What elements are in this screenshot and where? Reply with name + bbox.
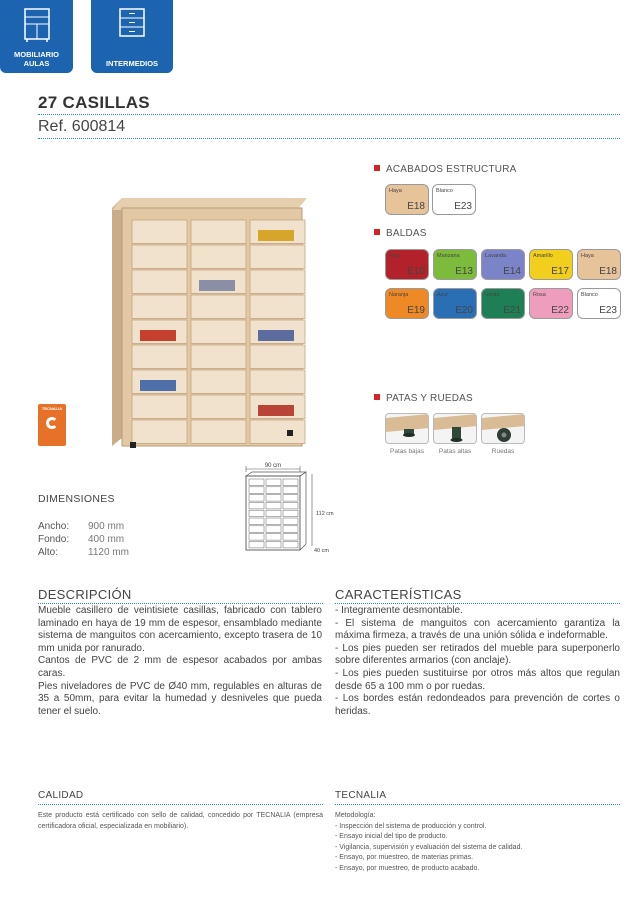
stored-item xyxy=(199,280,235,291)
divider xyxy=(38,114,620,115)
swatch-shelf[interactable]: Manzana E13 xyxy=(433,249,477,280)
leg-label: Patas bajas xyxy=(390,448,424,455)
dimension-diagram xyxy=(236,460,346,565)
certification-icon xyxy=(46,417,58,429)
swatch-structure[interactable]: Haya E18 xyxy=(385,184,429,215)
dimensions-heading: DIMENSIONES xyxy=(38,493,115,505)
swatch-structure[interactable]: Blanco E23 xyxy=(432,184,476,215)
features-heading: CARACTERÍSTICAS xyxy=(335,587,462,602)
product-title: 27 CASILLAS xyxy=(38,93,150,112)
divider xyxy=(335,603,620,604)
tecnalia-list: Metodología: - Inspección del sistema de producción y control. - Ensayo inicial del tipo de producto. - Vigilancia, supervisión y evaluación del sistema de calidad. - Ensayo, por muestreo, de materias primas. - Ensayo, por muestreo, de producto acabado. xyxy=(335,812,523,872)
features-list: - Integramente desmontable. - El sistema de manguitos con acercamiento garantiza la máxima firmeza, a través de una unión sólida e indeformable. - Los pies pueden ser retirados del mueble para superponerlo sobre diferentes armarios (con anclaje). - Los pies pueden sustituirse por otros más altos que regulan desde 65 a 100 mm o por ruedas. - Los bordes están redondeados para prevención de cortes o heridas. xyxy=(335,605,620,717)
leg-option-low[interactable] xyxy=(385,413,429,444)
quality-heading: CALIDAD xyxy=(38,790,84,801)
tab-label: INTERMEDIOS xyxy=(105,59,159,68)
dimension-height: Alto: 1120 mm xyxy=(38,547,129,558)
tab-intermedios[interactable] xyxy=(91,0,173,73)
divider xyxy=(38,138,620,139)
stored-item xyxy=(258,405,294,416)
drawers-icon xyxy=(119,8,145,38)
structure-heading: ACABADOS ESTRUCTURA xyxy=(374,164,517,175)
wheel-icon xyxy=(482,414,525,444)
leg-label: Ruedas xyxy=(491,448,515,455)
divider xyxy=(335,804,620,805)
tab-label: MOBILIARIO AULAS xyxy=(14,50,59,68)
swatch-shelf[interactable]: Rojo E10 xyxy=(385,249,429,280)
swatch-shelf[interactable]: Haya E18 xyxy=(577,249,621,280)
tecnalia-heading: TECNALIA xyxy=(335,790,387,801)
swatch-shelf[interactable]: Blanco E23 xyxy=(577,288,621,319)
width-label: 90 cm xyxy=(264,463,282,469)
bullet-icon xyxy=(374,394,380,400)
swatch-shelf[interactable]: Azul E20 xyxy=(433,288,477,319)
leg-label: Patas altas xyxy=(438,448,472,455)
swatch-shelf[interactable]: Verde E21 xyxy=(481,288,525,319)
stored-item xyxy=(140,380,176,391)
description-text: Mueble casillero de veintisiete casillas, fabricado con tablero laminado en haya de 19 mm de espesor, ensamblado mediante sistema de manguitos con acercamiento, excepto trasera de 10 mm unida por ranurado. Cantos de PVC de 2 mm de espesor acabados por ambas caras. Pies niveladores de PVC de Ø40 mm, regulables en alturas de 35 a 50mm, para evitar la humedad y desniveles que pueda tener el suelo. xyxy=(38,605,322,717)
dimension-depth: Fondo: 400 mm xyxy=(38,534,125,545)
swatch-shelf[interactable]: Rosa E22 xyxy=(529,288,573,319)
divider xyxy=(38,603,323,604)
low-leg-icon xyxy=(386,414,429,444)
tab-mobiliario-aulas[interactable] xyxy=(0,0,73,73)
swatch-shelf[interactable]: Lavanda E14 xyxy=(481,249,525,280)
dimension-width: Ancho: 900 mm xyxy=(38,521,125,532)
high-leg-icon xyxy=(434,414,477,444)
bullet-icon xyxy=(374,229,380,235)
bullet-icon xyxy=(374,165,380,171)
leg-option-high[interactable] xyxy=(433,413,477,444)
stored-item xyxy=(140,330,176,341)
swatch-shelf[interactable]: Amarillo E17 xyxy=(529,249,573,280)
stored-item xyxy=(258,230,294,241)
leg-option-wheels[interactable] xyxy=(481,413,525,444)
depth-label: 40 cm xyxy=(314,548,329,554)
cabinet-icon xyxy=(24,8,50,42)
product-image xyxy=(112,198,312,453)
legs-heading: PATAS Y RUEDAS xyxy=(374,393,473,404)
stored-item xyxy=(258,330,294,341)
swatch-shelf[interactable]: Naranja E19 xyxy=(385,288,429,319)
description-heading: DESCRIPCIÓN xyxy=(38,587,132,602)
shelves-heading: BALDAS xyxy=(374,228,427,239)
divider xyxy=(38,804,323,805)
quality-text: Este producto está certificado con sello de calidad, concedido por TECNALIA (empresa certificadora oficial, especializada en mobiliario). xyxy=(38,812,323,830)
furniture-drawing xyxy=(112,198,312,448)
height-label: 112 cm xyxy=(316,511,334,517)
product-ref: Ref. 600814 xyxy=(38,118,126,135)
tecnalia-badge: TECNALIA xyxy=(38,404,66,446)
